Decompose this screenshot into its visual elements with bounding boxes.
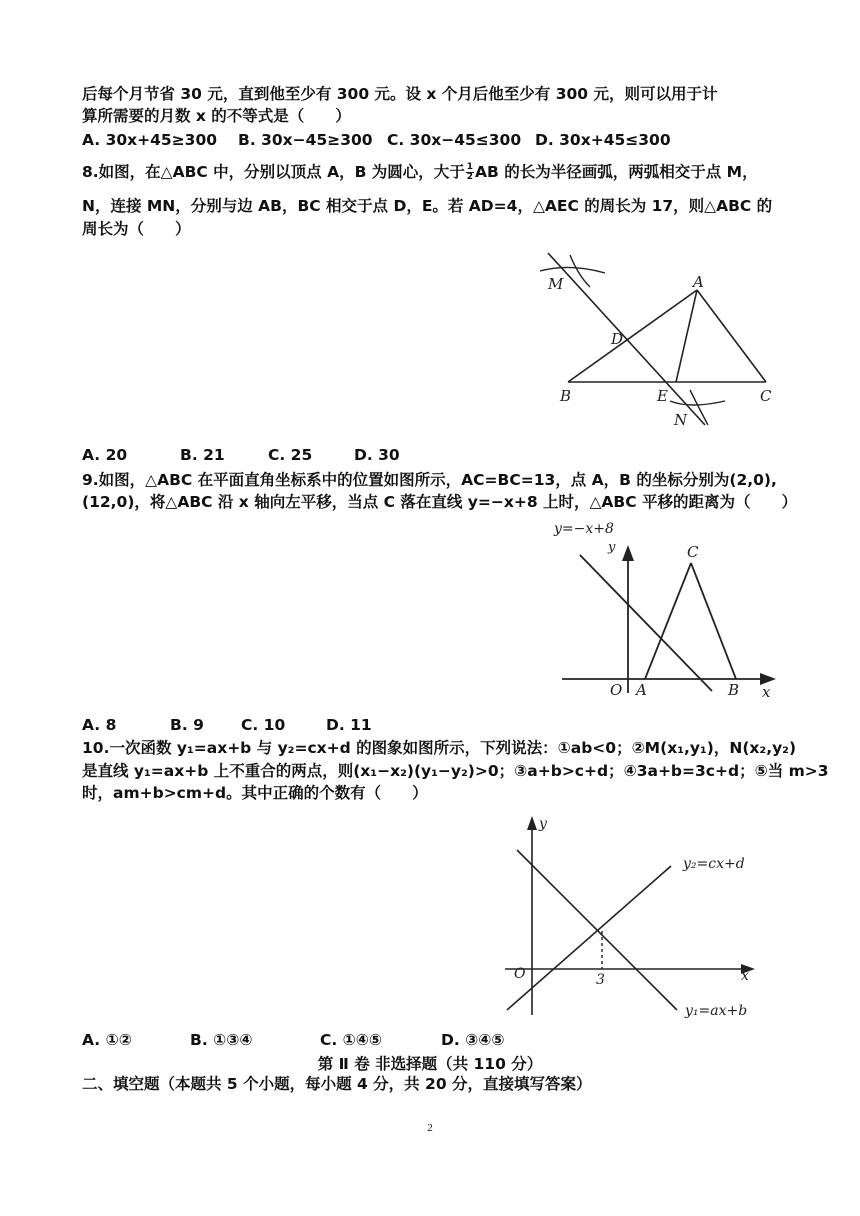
q10-option-c: C. ①④⑤ bbox=[320, 1031, 383, 1049]
side-ab bbox=[568, 290, 697, 382]
label-line-equation: y=−x+8 bbox=[554, 521, 614, 537]
segment-ae bbox=[676, 290, 697, 382]
label-y2-equation: y₂=cx+d bbox=[683, 856, 745, 872]
label-y: y bbox=[608, 540, 616, 555]
q7-option-b: B. 30x−45≥300 bbox=[238, 131, 373, 149]
q8-line-3: 周长为（ ） bbox=[82, 220, 191, 238]
label-c: C bbox=[760, 387, 772, 405]
q9-option-b: B. 9 bbox=[170, 716, 204, 734]
q10-linear-functions-figure bbox=[495, 810, 785, 1025]
q7-option-c: C. 30x−45≤300 bbox=[387, 131, 522, 149]
label-o: O bbox=[610, 681, 623, 699]
page-number: 2 bbox=[427, 1122, 433, 1134]
label-b: B bbox=[728, 681, 740, 699]
q10-line-1: 10.一次函数 y₁=ax+b 与 y₂=cx+d 的图象如图所示，下列说法：①ab<0；②M(x₁,y₁)，N(x₂,y₂) bbox=[82, 739, 797, 757]
q8-line-1 bbox=[82, 162, 758, 182]
label-a: A bbox=[636, 681, 647, 699]
q10-option-a: A. ①② bbox=[82, 1031, 132, 1049]
y-axis-arrow bbox=[622, 545, 634, 561]
label-y: y bbox=[539, 816, 547, 832]
fraction-numerator: 1 bbox=[466, 162, 474, 172]
section-2-title: 第 Ⅱ 卷 非选择题（共 110 分） bbox=[317, 1055, 543, 1073]
label-x: x bbox=[762, 683, 771, 701]
label-d: D bbox=[611, 330, 624, 348]
fraction-denominator: 2 bbox=[466, 172, 474, 182]
label-m: M bbox=[548, 275, 564, 293]
q8-option-b: B. 21 bbox=[180, 446, 225, 464]
q7-option-d: D. 30x+45≤300 bbox=[535, 131, 671, 149]
part-2-heading: 二、填空题（本题共 5 个小题，每小题 4 分，共 20 分，直接填写答案） bbox=[82, 1075, 592, 1093]
q8-line-2: N，连接 MN，分别与边 AB，BC 相交于点 D，E。若 AD=4，△AEC 的周长为 17，则△ABC 的 bbox=[82, 197, 773, 215]
q8-option-c: C. 25 bbox=[268, 446, 313, 464]
arc-m-1 bbox=[540, 267, 605, 273]
q8-option-a: A. 20 bbox=[82, 446, 128, 464]
q7-line-1: 后每个月节省 30 元，直到他至少有 300 元。设 x 个月后他至少有 300 元，则可以用于计 bbox=[82, 85, 718, 103]
line-y-neg-x-plus-8 bbox=[580, 555, 712, 691]
label-3: 3 bbox=[596, 972, 605, 988]
side-ac bbox=[697, 290, 766, 382]
q8-line-1-start: 8.如图，在△ABC 中，分别以顶点 A，B 为圆心，大于 bbox=[82, 163, 465, 181]
label-y1-equation: y₁=ax+b bbox=[685, 1003, 748, 1019]
label-o: O bbox=[514, 966, 526, 982]
side-bc bbox=[691, 563, 736, 679]
q8-line-1-end: AB 的长为半径画弧，两弧相交于点 M， bbox=[475, 163, 758, 181]
q10-option-b: B. ①③④ bbox=[190, 1031, 253, 1049]
q9-line-2: (12,0)，将△ABC 沿 x 轴向左平移，当点 C 落在直线 y=−x+8 上时，△ABC 平移的距离为（ ） bbox=[82, 493, 798, 511]
label-c: C bbox=[687, 543, 699, 561]
fraction-one-half bbox=[466, 163, 474, 182]
label-n: N bbox=[674, 411, 688, 429]
line-mn bbox=[548, 253, 705, 425]
q9-line-1: 9.如图，△ABC 在平面直角坐标系中的位置如图所示，AC=BC=13，点 A，B 的坐标分别为(2,0), bbox=[82, 471, 777, 489]
q9-option-d: D. 11 bbox=[326, 716, 372, 734]
label-x: x bbox=[741, 968, 749, 984]
q10-option-d: D. ③④⑤ bbox=[441, 1031, 505, 1049]
q10-line-2: 是直线 y₁=ax+b 上不重合的两点，则(x₁−x₂)(y₁−y₂)>0；③a+b>c+d；④3a+b=3c+d；⑤当 m>3 bbox=[82, 762, 829, 780]
y-axis-arrow bbox=[527, 816, 537, 830]
arc-m-2 bbox=[570, 255, 590, 287]
q9-option-c: C. 10 bbox=[241, 716, 286, 734]
label-e: E bbox=[657, 387, 668, 405]
q9-option-a: A. 8 bbox=[82, 716, 117, 734]
q8-triangle-figure bbox=[530, 245, 790, 435]
q7-option-a: A. 30x+45≥300 bbox=[82, 131, 218, 149]
label-b: B bbox=[560, 387, 572, 405]
q9-coordinate-figure bbox=[550, 515, 790, 705]
q7-line-2: 算所需要的月数 x 的不等式是（ ） bbox=[82, 107, 351, 125]
q8-option-d: D. 30 bbox=[354, 446, 400, 464]
q10-line-3: 时，am+b>cm+d。其中正确的个数有（ ） bbox=[82, 784, 428, 802]
label-a: A bbox=[693, 273, 704, 291]
arc-n-2 bbox=[690, 390, 708, 425]
